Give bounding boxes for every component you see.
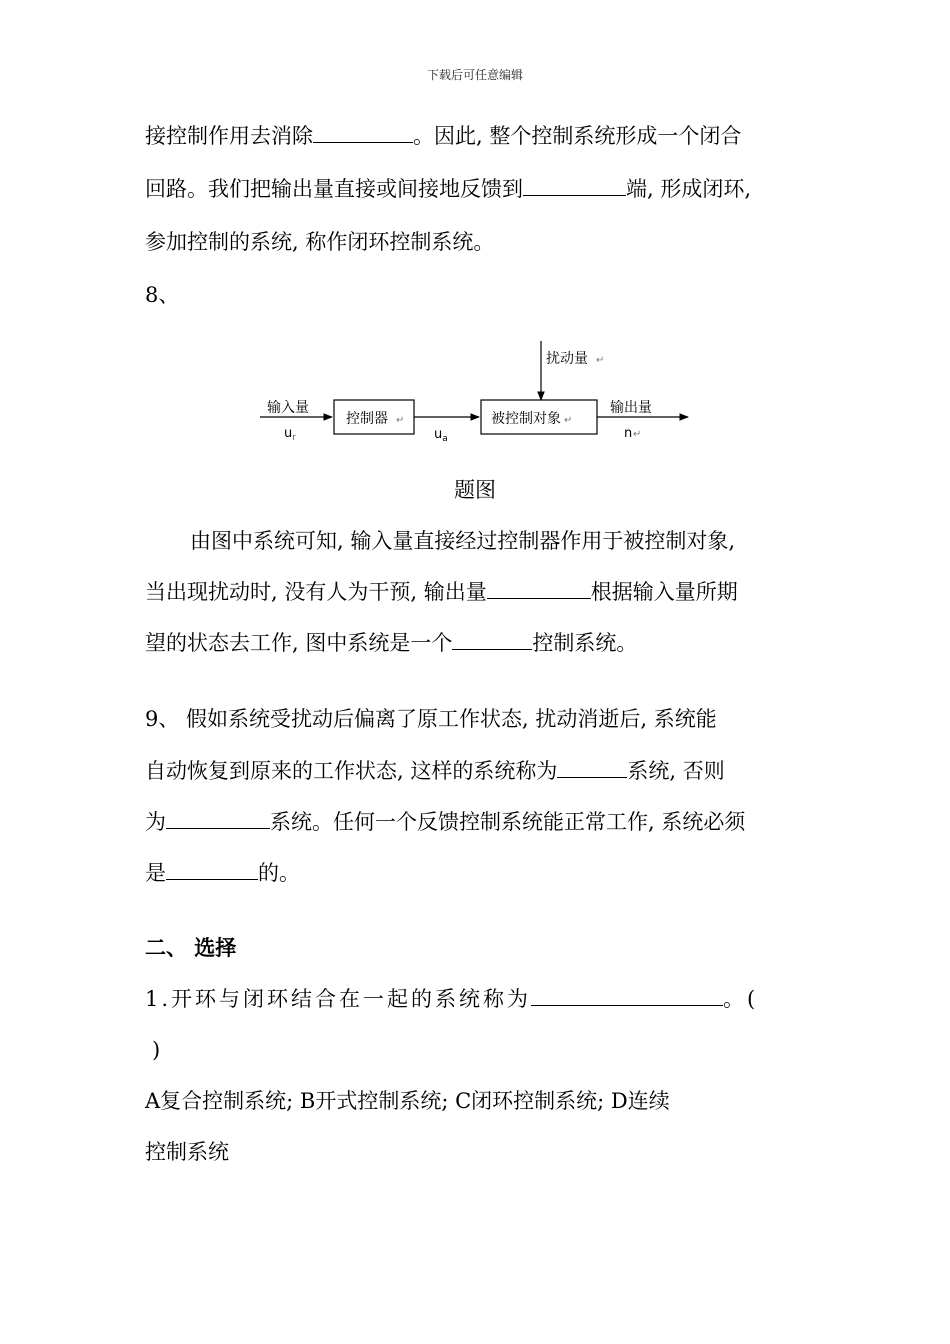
plant-label: 被控制对象 xyxy=(491,411,561,427)
blank-field xyxy=(452,629,532,650)
blank-field xyxy=(557,757,627,778)
block-diagram xyxy=(250,336,710,446)
output-symbol: n xyxy=(624,426,633,441)
page-header: 下载后可任意编辑 xyxy=(426,68,523,82)
diagram-caption: 题图 xyxy=(454,478,496,502)
q9-line4: 是 的。 xyxy=(145,861,300,885)
blank-field xyxy=(166,808,270,829)
svg-text:↵: ↵ xyxy=(396,415,405,426)
blank-field xyxy=(313,122,413,143)
para7-line1: 接控制作用去消除 。因此, 整个控制系统形成一个闭合 xyxy=(145,124,742,148)
q9-line3: 为 系统。任何一个反馈控制系统能正常工作, 系统必须 xyxy=(145,810,746,834)
choice-options: A复合控制系统; B开式控制系统; C闭环控制系统; D连续 xyxy=(145,1089,670,1113)
svg-text:↵: ↵ xyxy=(596,355,605,366)
q9-line1: 9、 假如系统受扰动后偏离了原工作状态, 扰动消逝后, 系统能 xyxy=(145,707,717,731)
para7-line2: 回路。我们把输出量直接或间接地反馈到 端, 形成闭环, xyxy=(145,177,752,201)
blank-field xyxy=(487,578,591,599)
svg-text:↵: ↵ xyxy=(564,415,573,426)
q8-line3: 望的状态去工作, 图中系统是一个 控制系统。 xyxy=(145,631,638,655)
controller-label: 控制器 xyxy=(346,411,388,427)
blank-field xyxy=(523,175,626,196)
q8-number: 8、 xyxy=(145,283,180,307)
output-label: 输出量 xyxy=(610,400,652,416)
input-symbol: $u_r$ xyxy=(284,426,296,443)
para7-line3: 参加控制的系统, 称作闭环控制系统。 xyxy=(145,230,495,254)
svg-text:↵: ↵ xyxy=(633,429,642,440)
input-label: 输入量 xyxy=(267,400,309,416)
choice-q1: 1.开环与闭环结合在一起的系统称为 。( xyxy=(145,987,759,1011)
q8-line1: 由图中系统可知, 输入量直接经过控制器作用于被控制对象, xyxy=(190,529,736,553)
q9-line2: 自动恢复到原来的工作状态, 这样的系统称为 系统, 否则 xyxy=(145,759,725,783)
blank-field xyxy=(531,985,723,1006)
choice-q1-close: ) xyxy=(152,1038,161,1062)
q8-line2: 当出现扰动时, 没有人为干预, 输出量 根据输入量所期 xyxy=(145,580,738,604)
section-title: 二、 选择 xyxy=(145,935,237,960)
choice-options-cont: 控制系统 xyxy=(145,1140,229,1164)
disturbance-label: 扰动量 xyxy=(546,351,588,367)
blank-field xyxy=(166,859,258,880)
mid-symbol: $u_a$ xyxy=(434,427,448,444)
